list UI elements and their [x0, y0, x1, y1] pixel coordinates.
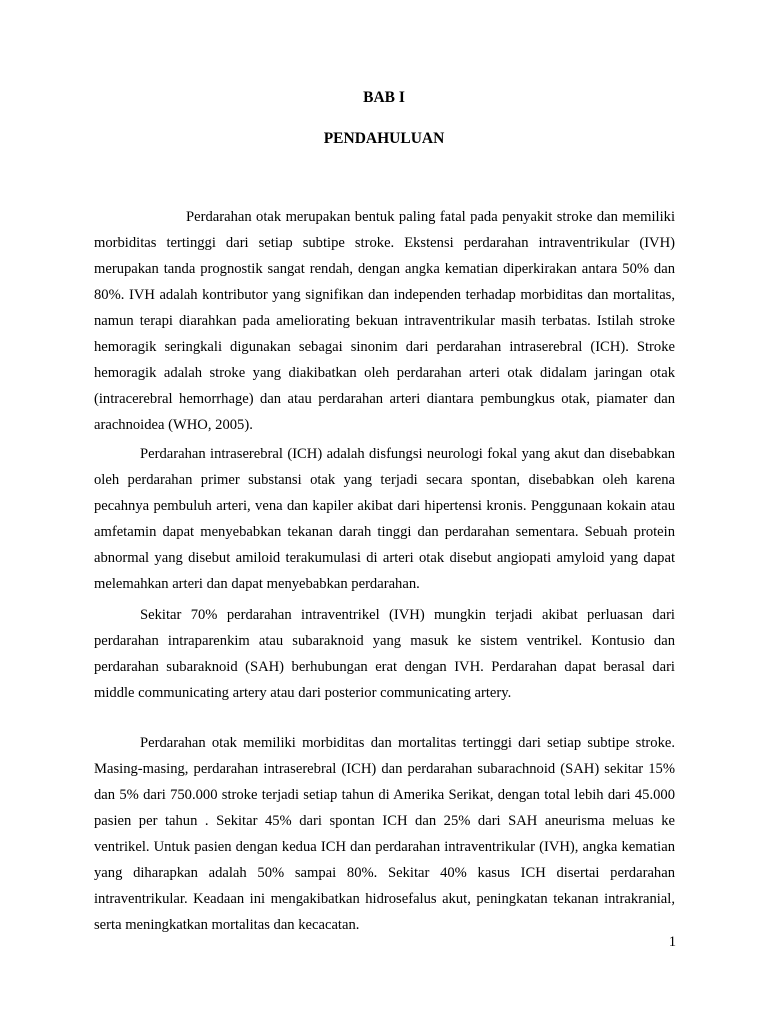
paragraph: Sekitar 70% perdarahan intraventrikel (IVH) mungkin terjadi akibat perluasan dari perdarahan intraparenkim atau subaraknoid yang masuk ke sistem ventrikel. Kontusio dan perdarahan subaraknoid (SAH) berhubungan erat dengan IVH. Perdarahan dapat berasal dari middle communicating artery atau dari posterior communicating artery.	[94, 607, 675, 701]
paragraph: Perdarahan otak memiliki morbiditas dan mortalitas tertinggi dari setiap subtipe stroke. Masing-masing, perdarahan intraserebral (ICH) dan perdarahan subarachnoid (SAH) sekitar 15% dan 5% dari 750.000 stroke terjadi setiap tahun di Amerika Serikat, dengan total lebih dari 45.000 pasien per tahun . Sekitar 45% dari spontan ICH dan 25% dari SAH aneurisma meluas ke ventrikel. Untuk pasien dengan kedua ICH dan perdarahan intraventrikular (IVH), angka kematian yang diharapkan adalah 50% sampai 80%. Sekitar 40% kasus ICH disertai perdarahan intraventrikular. Keadaan ini mengakibatkan hidrosefalus akut, peningkatan tekanan intrakranial, serta meningkatkan mortalitas dan kecacatan.	[94, 735, 675, 933]
paragraph: Perdarahan otak merupakan bentuk paling fatal pada penyakit stroke dan memiliki morbiditas tertinggi dari setiap subtipe stroke. Ekstensi perdarahan intraventrikular (IVH) merupakan tanda prognostik sangat rendah, dengan angka kematian diperkirakan antara 50% dan 80%. IVH adalah kontributor yang signifikan dan independen terhadap morbiditas dan mortalitas, namun terapi diarahkan pada ameliorating bekuan intraventrikular masih terbatas. Istilah stroke hemoragik seringkali digunakan sebagai sinonim dari perdarahan intraserebral (ICH). Stroke hemoragik adalah stroke yang diakibatkan oleh perdarahan arteri otak didalam jaringan otak (intracerebral hemorrhage) dan atau perdarahan arteri diantara pembungkus otak, piamater dan arachnoidea (WHO, 2005).	[94, 209, 675, 433]
chapter-heading: BAB I	[363, 89, 405, 106]
page-number: 1	[668, 934, 676, 950]
chapter-title: PENDAHULUAN	[323, 130, 445, 147]
paragraph: Perdarahan intraserebral (ICH) adalah disfungsi neurologi fokal yang akut dan disebabkan oleh perdarahan primer substansi otak yang terjadi secara spontan, disebabkan oleh karena pecahnya pembuluh arteri, vena dan kapiler akibat dari hipertensi kronis. Penggunaan kokain atau amfetamin dapat menyebabkan tekanan darah tinggi dan perdarahan sementara. Sebuah protein abnormal yang disebut amiloid terakumulasi di arteri otak disebut angiopati amyloid yang dapat melemahkan arteri dan dapat menyebabkan perdarahan.	[94, 446, 675, 592]
